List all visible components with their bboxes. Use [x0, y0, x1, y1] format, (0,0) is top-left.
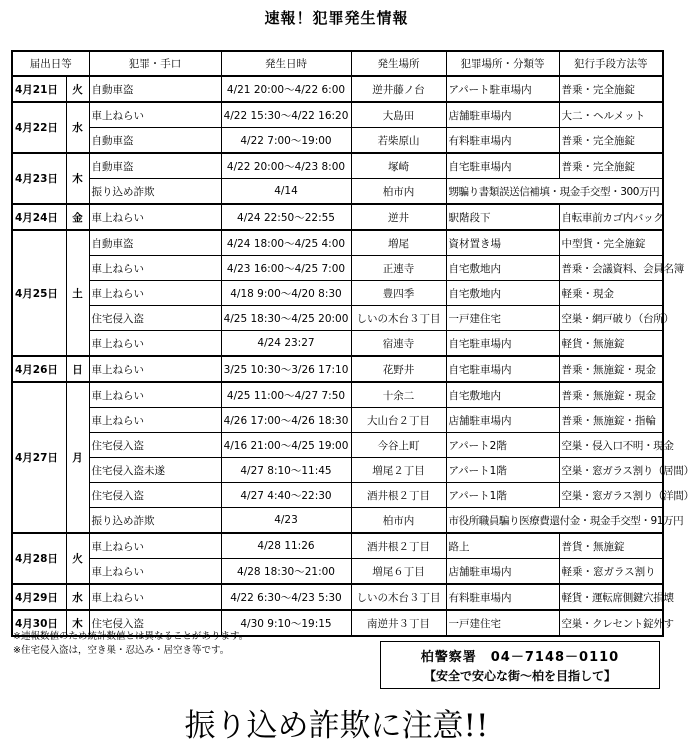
report-date: 4月25日: [12, 230, 66, 356]
occurrence-location: 正連寺: [351, 256, 446, 281]
table-row: [12, 230, 663, 256]
crime-type: 住宅侵入盗: [89, 433, 221, 458]
place-category: 自宅駐車場内: [446, 153, 559, 179]
table-row: [12, 102, 663, 128]
occurrence-datetime: 4/22 7:00～19:00: [221, 128, 351, 154]
table-row: [12, 382, 663, 408]
crime-means: 普乗・無施錠・現金: [559, 356, 663, 382]
table-row: [12, 584, 663, 610]
crime-type: 車上ねらい: [89, 584, 221, 610]
crime-type: 振り込め詐欺: [89, 508, 221, 534]
occurrence-datetime: 4/21 20:00～4/22 6:00: [221, 76, 351, 102]
occurrence-location: 塚崎: [351, 153, 446, 179]
crime-means: 空巣・窓ガラス割り（洋間）: [559, 483, 663, 508]
occurrence-location: 逆井藤ノ台: [351, 76, 446, 102]
table-row: [12, 153, 663, 179]
crime-type: 車上ねらい: [89, 281, 221, 306]
header-means: 犯行手段方法等: [559, 51, 663, 76]
place-category: 店舗駐車場内: [446, 559, 559, 585]
crime-type: 自動車盗: [89, 128, 221, 154]
crime-means: 軽乗・窓ガラス割り: [559, 559, 663, 585]
place-category: 一戸建住宅: [446, 610, 559, 636]
place-category: 有料駐車場内: [446, 584, 559, 610]
notes: [13, 630, 248, 658]
place-category: 店舗駐車場内: [446, 408, 559, 433]
occurrence-datetime: 4/16 21:00～4/25 19:00: [221, 433, 351, 458]
place-category: 自宅敷地内: [446, 382, 559, 408]
weekday: 水: [66, 584, 89, 610]
crime-type: 車上ねらい: [89, 559, 221, 585]
crime-type: 住宅侵入盗: [89, 306, 221, 331]
crime-type: 車上ねらい: [89, 382, 221, 408]
place-category: アパート1階: [446, 458, 559, 483]
header-datetime: 発生日時: [221, 51, 351, 76]
occurrence-datetime: 4/25 18:30～4/25 20:00: [221, 306, 351, 331]
crime-means: 空巣・クレセント錠外す: [559, 610, 663, 636]
day-group: [12, 230, 684, 356]
weekday: 水: [66, 102, 89, 153]
table-row: [12, 331, 663, 357]
table-row: [12, 76, 663, 102]
table-row: [12, 306, 663, 331]
header-crime-method: 犯罪・手口: [89, 51, 221, 76]
table-header: [12, 51, 663, 76]
crime-means: 空巣・侵入口不明・現金: [559, 433, 663, 458]
occurrence-datetime: 4/18 9:00～4/20 8:30: [221, 281, 351, 306]
table-row: [12, 508, 663, 534]
crime-means: 普乗・完全施錠: [559, 76, 663, 102]
occurrence-datetime: 4/23 16:00～4/25 7:00: [221, 256, 351, 281]
occurrence-datetime: 4/14: [221, 179, 351, 205]
occurrence-location: 酒井根２丁目: [351, 533, 446, 559]
occurrence-location: 十余二: [351, 382, 446, 408]
table-row: [12, 433, 663, 458]
crime-type: 振り込め詐欺: [89, 179, 221, 205]
day-group: [12, 76, 663, 102]
police-name-phone: 柏警察署 04－7148－0110: [420, 650, 620, 665]
occurrence-datetime: 4/26 17:00～4/26 18:30: [221, 408, 351, 433]
crime-means: 普乗・無施錠・現金: [559, 382, 663, 408]
crime-means: 空巣・網戸破り（台所）: [559, 306, 663, 331]
crime-means: 普乗・会議資料、会員名簿: [559, 256, 663, 281]
header-location: 発生場所: [351, 51, 446, 76]
table-row: [12, 256, 663, 281]
occurrence-location: 南逆井３丁目: [351, 610, 446, 636]
place-category: 駅階段下: [446, 204, 559, 230]
weekday: 火: [66, 533, 89, 584]
report-date: 4月24日: [12, 204, 66, 230]
table-row: [12, 483, 663, 508]
occurrence-location: 逆井: [351, 204, 446, 230]
report-date: 4月28日: [12, 533, 66, 584]
weekday: 木: [66, 610, 89, 636]
occurrence-datetime: 4/24 22:50～22:55: [221, 204, 351, 230]
day-group: [12, 533, 663, 584]
crime-type: 車上ねらい: [89, 331, 221, 357]
note-line: ※住宅侵入盗は，空き巣・忍込み・居空き等です。: [13, 645, 230, 656]
occurrence-location: 柏市内: [351, 179, 446, 205]
place-category: 自宅敷地内: [446, 281, 559, 306]
crime-type: 車上ねらい: [89, 356, 221, 382]
police-slogan: 【安全で安心な街～柏を目指して】: [423, 669, 616, 683]
day-group: [12, 382, 694, 533]
place-category: 資材置き場: [446, 230, 559, 256]
report-date: 4月30日: [12, 610, 66, 636]
day-group: [12, 204, 663, 230]
place-category: 市役所職員騙り医療費還付金・現金手交型・91万円: [446, 508, 663, 534]
place-category: アパート1階: [446, 483, 559, 508]
crime-table: [11, 50, 694, 637]
occurrence-location: 増尾６丁目: [351, 559, 446, 585]
place-category: アパート駐車場内: [446, 76, 559, 102]
crime-type: 自動車盗: [89, 153, 221, 179]
place-category: 自宅駐車場内: [446, 331, 559, 357]
weekday: 月: [66, 382, 89, 533]
report-date: 4月23日: [12, 153, 66, 204]
place-category: 路上: [446, 533, 559, 559]
table-row: [12, 281, 663, 306]
table-row: [12, 408, 663, 433]
table-row: [12, 356, 663, 382]
weekday: 木: [66, 153, 89, 204]
occurrence-location: 豊四季: [351, 281, 446, 306]
occurrence-location: 宿連寺: [351, 331, 446, 357]
place-category: 自宅駐車場内: [446, 356, 559, 382]
occurrence-location: しいの木台３丁目: [351, 584, 446, 610]
weekday: 火: [66, 76, 89, 102]
report-date: 4月21日: [12, 76, 66, 102]
table-row: [12, 533, 663, 559]
place-category: 有料駐車場内: [446, 128, 559, 154]
crime-means: 普乗・完全施錠: [559, 128, 663, 154]
occurrence-datetime: 4/22 20:00～4/23 8:00: [221, 153, 351, 179]
occurrence-datetime: 4/30 9:10～19:15: [221, 610, 351, 636]
day-group: [12, 102, 663, 153]
occurrence-location: 今谷上町: [351, 433, 446, 458]
place-category: 店舗駐車場内: [446, 102, 559, 128]
occurrence-datetime: 4/22 15:30～4/22 16:20: [221, 102, 351, 128]
occurrence-datetime: 4/27 4:40～22:30: [221, 483, 351, 508]
crime-type: 車上ねらい: [89, 533, 221, 559]
crime-type: 車上ねらい: [89, 102, 221, 128]
place-category: 甥騙り書類誤送信補填・現金手交型・300万円: [446, 179, 663, 205]
occurrence-location: 増尾: [351, 230, 446, 256]
occurrence-location: 大山台２丁目: [351, 408, 446, 433]
crime-means: 普乗・無施錠・指輪: [559, 408, 663, 433]
occurrence-datetime: 4/28 18:30～21:00: [221, 559, 351, 585]
crime-type: 住宅侵入盗: [89, 610, 221, 636]
occurrence-datetime: 4/24 23:27: [221, 331, 351, 357]
weekday: 日: [66, 356, 89, 382]
crime-type: 住宅侵入盗未遂: [89, 458, 221, 483]
crime-means: 大二・ヘルメット: [559, 102, 663, 128]
report-date: 4月22日: [12, 102, 66, 153]
note-line: ※速報数値のため統計数値とは異なることがあります。: [13, 631, 249, 642]
page-title: 速報！犯罪発生情報: [264, 9, 409, 27]
occurrence-datetime: 4/24 18:00～4/25 4:00: [221, 230, 351, 256]
occurrence-datetime: 4/27 8:10～11:45: [221, 458, 351, 483]
crime-means: 中型貨・完全施錠: [559, 230, 663, 256]
crime-means: 軽貨・運転席側鍵穴損壊: [559, 584, 663, 610]
place-category: アパート2階: [446, 433, 559, 458]
crime-means: 軽乗・現金: [559, 281, 663, 306]
occurrence-datetime: 4/28 11:26: [221, 533, 351, 559]
table-row: [12, 458, 663, 483]
crime-type: 自動車盗: [89, 230, 221, 256]
crime-type: 車上ねらい: [89, 204, 221, 230]
table-row: [12, 128, 663, 154]
occurrence-location: 花野井: [351, 356, 446, 382]
occurrence-datetime: 4/23: [221, 508, 351, 534]
fraud-warning: 振り込め詐欺に注意!!: [184, 708, 489, 744]
table-row: [12, 559, 663, 585]
police-contact-box: [380, 641, 660, 689]
header-place-category: 犯罪場所・分類等: [446, 51, 559, 76]
occurrence-location: 増尾２丁目: [351, 458, 446, 483]
crime-type: 車上ねらい: [89, 256, 221, 281]
crime-type: 自動車盗: [89, 76, 221, 102]
crime-means: 空巣・窓ガラス割り（居間）: [559, 458, 663, 483]
day-group: [12, 584, 674, 610]
table-row: [12, 179, 663, 205]
occurrence-location: 酒井根２丁目: [351, 483, 446, 508]
crime-means: 普乗・完全施錠: [559, 153, 663, 179]
occurrence-location: しいの木台３丁目: [351, 306, 446, 331]
crime-means: 自転車前カゴ内バック: [559, 204, 663, 230]
occurrence-datetime: 4/25 11:00～4/27 7:50: [221, 382, 351, 408]
crime-type: 住宅侵入盗: [89, 483, 221, 508]
table-row: [12, 204, 663, 230]
report-date: 4月26日: [12, 356, 66, 382]
day-group: [12, 356, 663, 382]
occurrence-location: 若柴原山: [351, 128, 446, 154]
occurrence-location: 柏市内: [351, 508, 446, 534]
day-group: [12, 153, 663, 204]
crime-means: 普貨・無施錠: [559, 533, 663, 559]
weekday: 金: [66, 204, 89, 230]
crime-means: 軽貨・無施錠: [559, 331, 663, 357]
place-category: 自宅敷地内: [446, 256, 559, 281]
report-date: 4月27日: [12, 382, 66, 533]
weekday: 土: [66, 230, 89, 356]
crime-type: 車上ねらい: [89, 408, 221, 433]
occurrence-datetime: 4/22 6:30～4/23 5:30: [221, 584, 351, 610]
occurrence-datetime: 3/25 10:30～3/26 17:10: [221, 356, 351, 382]
report-date: 4月29日: [12, 584, 66, 610]
header-report-date: 届出日等: [12, 51, 89, 76]
place-category: 一戸建住宅: [446, 306, 559, 331]
occurrence-location: 大島田: [351, 102, 446, 128]
